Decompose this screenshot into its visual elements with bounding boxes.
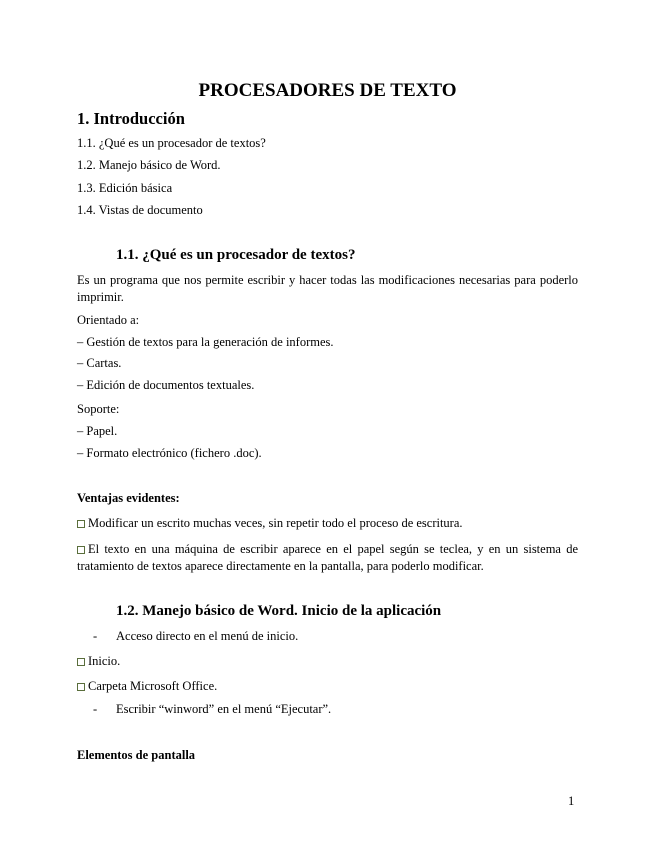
advantages-heading: Ventajas evidentes: — [77, 491, 180, 505]
advantage-text: El texto en una máquina de escribir aparece en el papel según se teclea, y en un sistema de tratamiento de textos aparece directamente en la pantalla, para poderlo modificar. — [77, 542, 578, 573]
elements-heading: Elementos de pantalla — [77, 748, 196, 762]
intro-heading: 1. Introducción — [77, 109, 185, 128]
advantage-text: Modificar un escrito muchas veces, sin repetir todo el proceso de escritura. — [88, 516, 463, 530]
toc-item: 1.1. ¿Qué es un procesador de textos? — [77, 136, 266, 150]
oriented-item: – Cartas. — [77, 356, 122, 370]
toc-item: 1.2. Manejo básico de Word. — [77, 158, 221, 172]
checkbox-bullet-icon — [77, 683, 85, 691]
support-item: – Formato electrónico (fichero .doc). — [77, 446, 262, 460]
oriented-label: Orientado a: — [77, 313, 140, 327]
check-item — [77, 679, 217, 694]
checkbox-bullet-icon — [77, 546, 85, 554]
check-text: Carpeta Microsoft Office. — [88, 679, 218, 693]
advantage-item — [77, 516, 463, 531]
definition-paragraph: Es un programa que nos permite escribir y hacer todas las modificaciones necesarias para poderlo imprimir. — [77, 273, 578, 304]
oriented-item: – Gestión de textos para la generación de informes. — [77, 335, 334, 349]
checkbox-bullet-icon — [77, 520, 85, 528]
toc-item: 1.3. Edición básica — [77, 181, 173, 195]
dash-bullet: - — [93, 702, 98, 716]
checkbox-bullet-icon — [77, 658, 85, 666]
oriented-item: – Edición de documentos textuales. — [77, 378, 255, 392]
step-text: Escribir “winword” en el menú “Ejecutar”. — [116, 702, 332, 716]
document-title: PROCESADORES DE TEXTO — [198, 80, 457, 101]
support-label: Soporte: — [77, 402, 120, 416]
dash-bullet: - — [93, 629, 98, 643]
section-1-1-heading: 1.1. ¿Qué es un procesador de textos? — [116, 247, 356, 263]
toc-item: 1.4. Vistas de documento — [77, 203, 203, 217]
advantage-item — [77, 541, 578, 575]
section-1-2-heading: 1.2. Manejo básico de Word. Inicio de la aplicación — [116, 603, 442, 619]
check-text: Inicio. — [88, 654, 121, 668]
page-number: 1 — [568, 794, 575, 808]
support-item: – Papel. — [77, 424, 118, 438]
step-text: Acceso directo en el menú de inicio. — [116, 629, 299, 643]
check-item — [77, 654, 120, 669]
